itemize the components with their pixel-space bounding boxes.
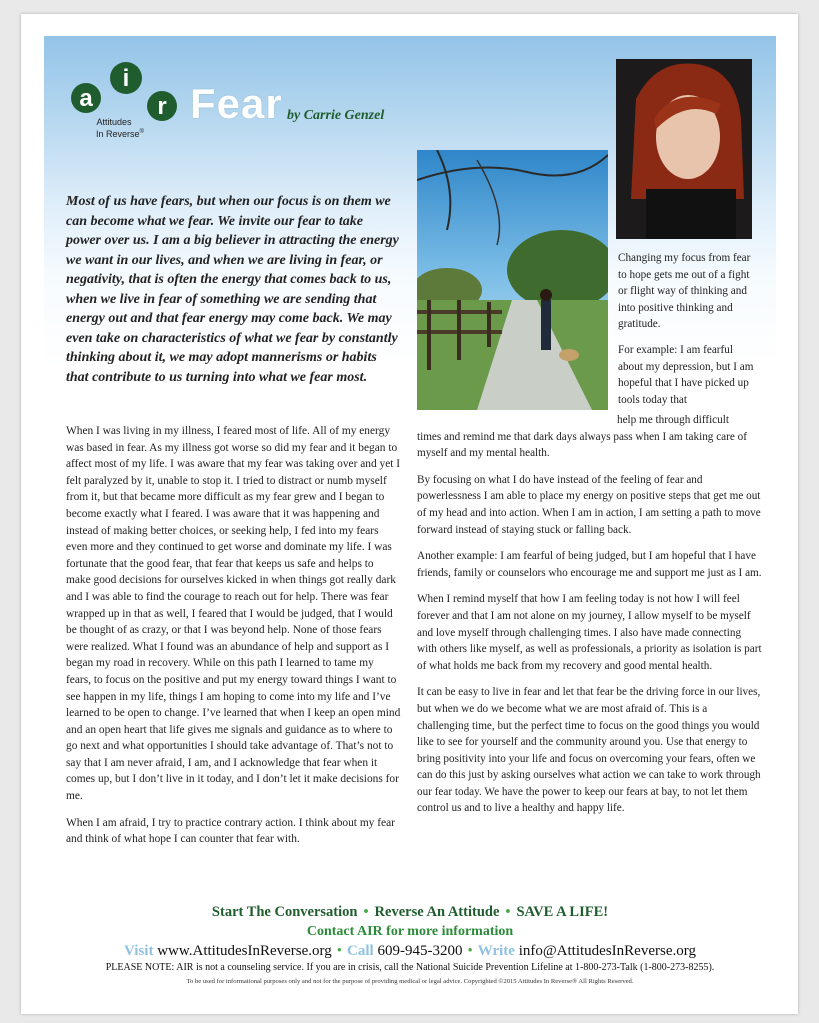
registered-mark: ® <box>139 129 144 135</box>
intro-paragraph: Most of us have fears, but when our focus is on them we can become what we fear. We invite our fear to take power over us. I am a big believer in attracting the energy we want in our lives, and when we are living in fear, or negativity, that is often the energy that comes back to us, when we live in fear of something we are sending that energy out and that fear energy may come back. We may even take on characteristics of what we fear by constantly thinking about it, we may adopt mannerisms or habits that contribute to us turning into what we fear most. <box>66 194 399 385</box>
left-column <box>66 423 401 858</box>
logo-letter-i: i <box>122 65 130 92</box>
body-paragraph: It can be easy to live in fear and let that fear be the driving force in our lives, but when we do we become what we are most afraid of. This is a challenging time, but the perfect time to focus on the good things you would like to see for yourself and the community around you. Use that energy to bring positivity into your life and focus on overcoming your fears, often we can do this just by asking ourselves what action we can take to work through our fear today. We have the power to keep our fears at bay, to not let them control us and to live a healthy and happy life. <box>417 686 761 815</box>
right-column <box>417 412 762 827</box>
visit-label: Visit <box>124 943 154 959</box>
crisis-note: PLEASE NOTE: AIR is not a counseling service. If you are in crisis, call the National Suicide Prevention Lifeline at 1-800-273-Talk (1-800-273-8255). <box>105 962 715 973</box>
article-byline: by Carrie Genzel <box>287 108 385 123</box>
footer <box>44 902 776 987</box>
slogan-line: Start The Conversation • Reverse An Attitude • SAVE A LIFE! <box>211 904 609 920</box>
article-title: Fear <box>190 80 283 127</box>
logo-tagline <box>84 117 144 139</box>
write-label: Write <box>477 943 515 959</box>
slogan-2: Reverse An Attitude <box>374 904 500 920</box>
author-portrait <box>616 59 752 239</box>
phone-link[interactable]: 609-945-3200 <box>377 943 463 959</box>
caption-paragraph: For example: I am fearful about my depression, but I am hopeful that I have picked up tools today that <box>618 343 754 406</box>
logo-tagline-line-2: In Reverse <box>96 129 140 139</box>
email-link[interactable]: info@AttitudesInReverse.org <box>518 943 696 959</box>
slogan-3: SAVE A LIFE! <box>516 904 609 920</box>
logo-letter-a: a <box>79 85 93 112</box>
continued-text: help me through difficult <box>617 414 729 426</box>
body-paragraph <box>417 412 762 462</box>
body-paragraph: By focusing on what I do have instead of the feeling of fear and powerlessness I am able to place my energy on positive steps that get me out of my head and into action. When I am in action, I am setting a path to move forward instead of staying stuck or falling back. <box>417 473 761 536</box>
website-link[interactable]: www.AttitudesInReverse.org <box>157 943 332 959</box>
logo-tagline-line-1: Attitudes <box>96 117 132 127</box>
contact-links: Visit www.AttitudesInReverse.org • Call 609-945-3200 • Write info@AttitudesInReverse.org <box>124 943 696 959</box>
copyright-disclaimer: To be used for informational purposes only and not for the purpose of providing medical or legal advice. Copyrighted ©2015 Attitudes In Reverse® All Rights Reserved. <box>186 978 634 985</box>
body-paragraph: When I was living in my illness, I feared most of life. All of my energy was based in fear. As my illness got worse so did my fear and it began to affect most of my life. I was aware that my fear was taking over and yet I felt paralyzed by it, unable to stop it. I tried to distract or numb myself from it, but that became more difficult as my fear grew and I began to become exactly what I feared. I was aware that it was happening and instead of making better choices, or seeking help, I fed into my fears even more and they continued to get worse and dominate my life. I was fortunate that the good fear, that fear that keeps us safe and helps to make good decisions for ourselves kicked in when things got really dark and I was able to find the courage to reach out for help. There was fear wrapped up in that as well, I feared that I would be judged, that I would be thought of as crazy, or that I was beyond help. None of those fears were realized. What I found was an abundance of help and support as I began my road in recovery. While on this path I learned to tame my fears, to focus on the positive and put my energy toward things I want to see happen in my life, things I am hoping to come into my life and I’ve learned to be open to change. I’ve learned that when I keep an open mind and an open heart that life gives me signals and guidance as to where to go next and what opportunities I should take advantage of. That’s not to say that I am never afraid, I am, and I acknowledge that fear when it comes up, but I don’t live in it today, and I don’t let it make decisions for me. <box>66 425 401 803</box>
call-label: Call <box>347 943 374 959</box>
path-with-dog-photo <box>417 150 608 410</box>
photo-caption <box>618 250 758 417</box>
body-paragraph: Another example: I am fearful of being judged, but I am hopeful that I have friends, family or counselors who encourage me and support me just as I am. <box>417 550 762 579</box>
caption-paragraph: Changing my focus from fear to hope gets me out of a fight or flight way of thinking and into positive thinking and gratitude. <box>618 252 751 331</box>
body-paragraph: When I am afraid, I try to practice contrary action. I think about my fear and think of what hope I can counter that fear with. <box>66 816 395 846</box>
logo-letter-r: r <box>157 93 167 120</box>
body-paragraph: When I remind myself that how I am feeling today is not how I will feel forever and that I am not alone on my journey, I allow myself to be myself and love myself through challenging times. I also have made connecting with others like myself, as well as professionals, a priority as isolation is part of what holds me back from my recovery and good mental health. <box>417 593 762 672</box>
contact-heading: Contact AIR for more information <box>306 924 514 939</box>
continued-text-rest: times and remind me that dark days always pass when I am taking care of myself and my mental health. <box>417 430 747 460</box>
slogan-1: Start The Conversation <box>211 904 358 920</box>
